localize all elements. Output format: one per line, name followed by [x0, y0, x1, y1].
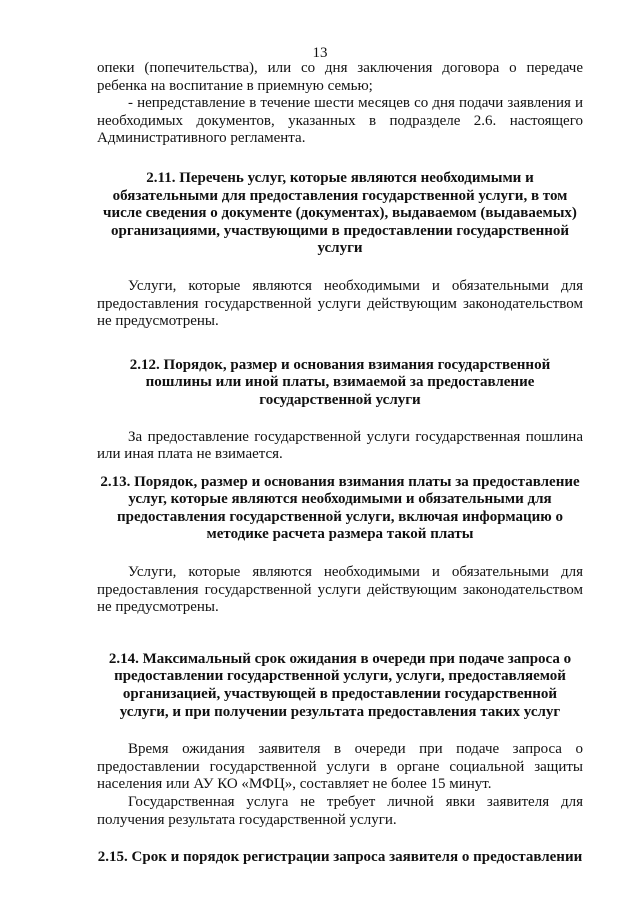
page-number: 13 [312, 45, 328, 61]
section-2-13-text: Услуги, которые являются необходимыми и обязательными для предоставления государственной услуги действующим законодательством не предусмотрены. [97, 564, 583, 616]
section-2-11-heading: 2.11. Перечень услуг, которые являются необходимыми и обязательными для предоставления государственной услуги, в том числе сведения о документе (документах), выдаваемом (выдаваемых) организациями, участвующими в предоставлении государственной услуги [103, 169, 577, 257]
intro-paragraph-1: опеки (попечительства), или со дня заключения договора о передаче ребенка на воспитание в приемную семью; [97, 60, 583, 94]
section-2-13-heading: 2.13. Порядок, размер и основания взимания платы за предоставление услуг, которые являются необходимыми и обязательными для предоставления государственной услуги, включая информацию о методике расчета размера такой платы [100, 473, 580, 543]
section-2-11-text: Услуги, которые являются необходимыми и обязательными для предоставления государственной услуги действующим законодательством не предусмотрены. [97, 277, 583, 330]
intro-paragraph-2: - непредставление в течение шести месяцев со дня подачи заявления и необходимых документов, указанных в подразделе 2.6. настоящего Административного регламента. [97, 95, 583, 147]
section-2-14-text-1: Время ожидания заявителя в очереди при подаче запроса о предоставлении государственной услуги в органе социальной защиты населения или АУ КО «МФЦ», составляет не более 15 минут. [97, 741, 583, 793]
section-2-12-text: За предоставление государственной услуги государственная пошлина или иная плата не взимается. [97, 428, 583, 463]
section-2-12-heading: 2.12. Порядок, размер и основания взимания государственной пошлины или иной платы, взимаемой за предоставление государственной услуги [129, 356, 551, 408]
section-2-14-text-2: Государственная услуга не требует личной явки заявителя для получения результата государственной услуги. [97, 794, 583, 828]
section-2-15-heading: 2.15. Срок и порядок регистрации запроса заявителя о предоставлении [97, 849, 583, 866]
section-2-14-heading: 2.14. Максимальный срок ожидания в очереди при подаче запроса о предоставлении государственной услуги, услуги, предоставляемой организацией, участвующей в предоставлении государственной услуги, и при получении результата предоставления таких услуг [108, 650, 572, 720]
page-content [97, 60, 583, 867]
